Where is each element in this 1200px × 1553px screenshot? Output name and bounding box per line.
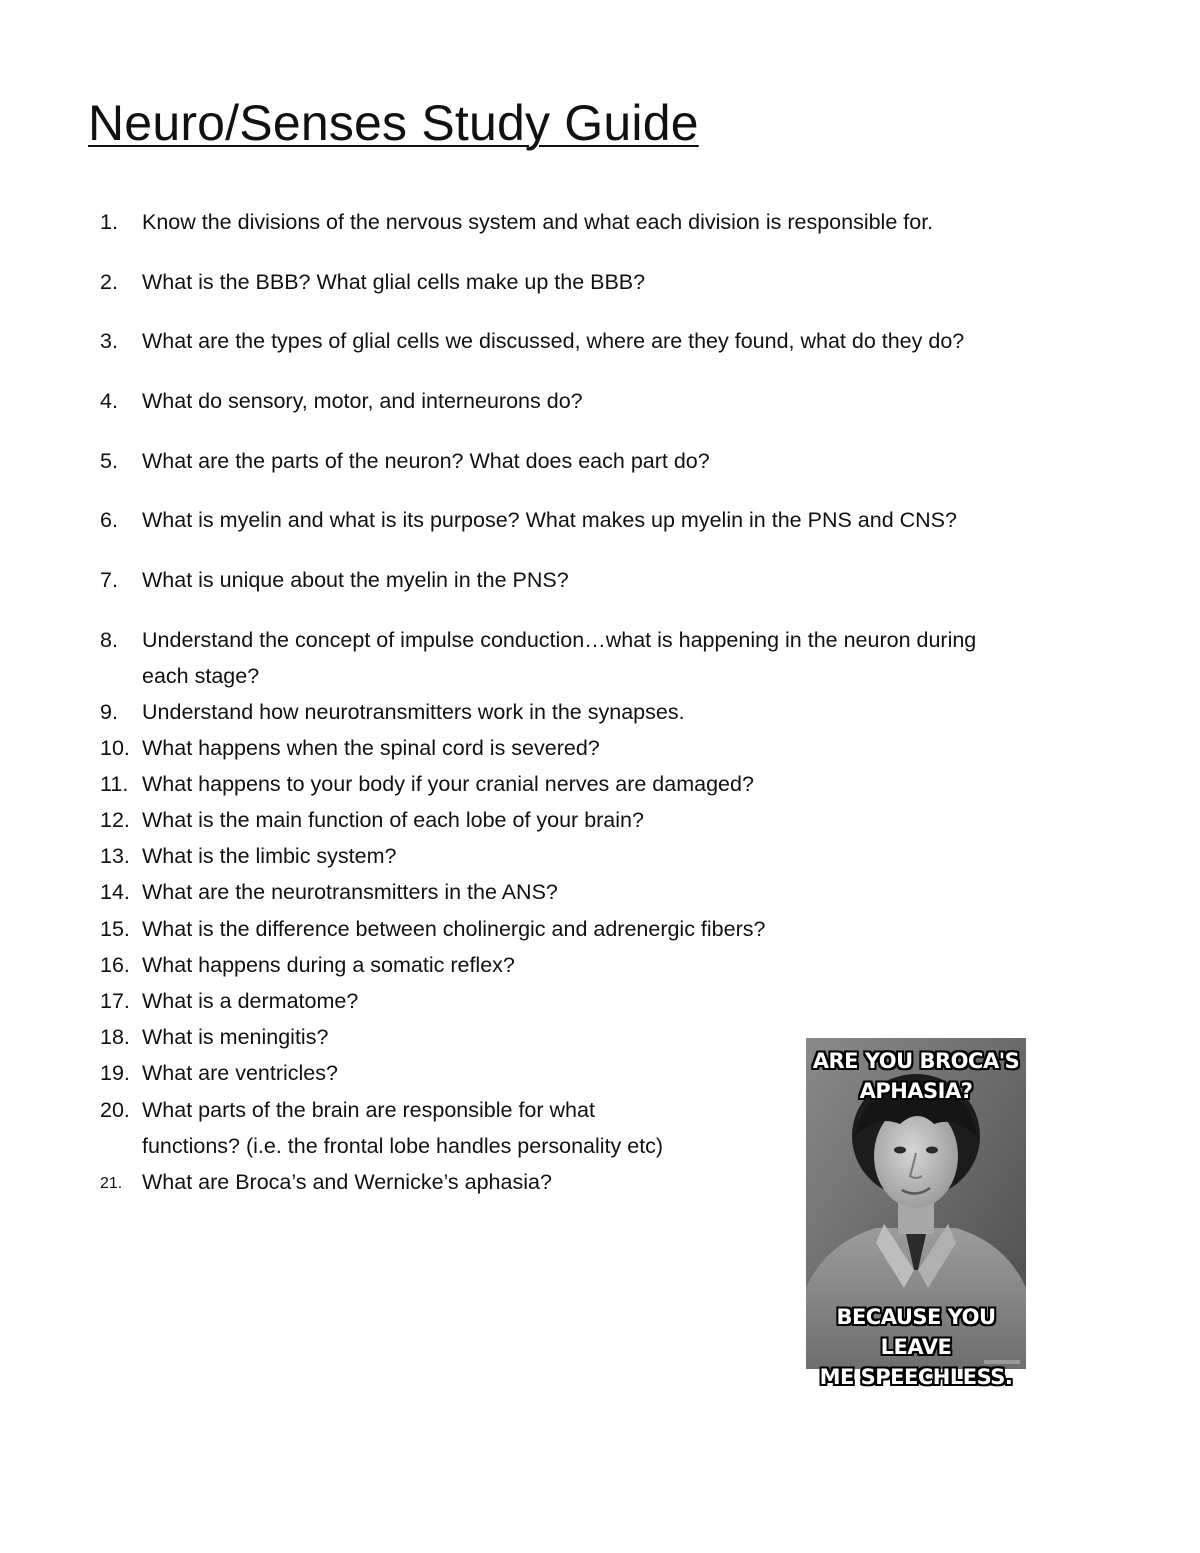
item-number: 1.	[100, 210, 118, 234]
item-text: What happens during a somatic reflex?	[142, 953, 515, 977]
meme-image	[806, 1038, 1026, 1389]
item-number: 17.	[100, 989, 130, 1013]
item-text: What do sensory, motor, and interneurons do?	[142, 389, 583, 413]
item-number: 20.	[100, 1098, 130, 1122]
item-text: What is the limbic system?	[142, 844, 397, 868]
page-title: Neuro/Senses Study Guide	[88, 95, 699, 151]
item-text: What are Broca’s and Wernicke’s aphasia?	[142, 1170, 552, 1194]
item-text-continued: functions? (i.e. the frontal lobe handles personality etc)	[142, 1134, 664, 1158]
item-number: 14.	[100, 880, 130, 904]
item-number: 2.	[100, 270, 118, 294]
item-text: What parts of the brain are responsible for what	[142, 1098, 595, 1122]
item-number: 12.	[100, 808, 130, 832]
item-text: Understand the concept of impulse conduction…what is happening in the neuron during	[142, 628, 977, 652]
item-number: 5.	[100, 449, 118, 473]
item-text: What are the types of glial cells we discussed, where are they found, what do they do?	[142, 329, 965, 353]
meme-caption-line: APHASIA?	[859, 1079, 973, 1103]
item-number: 6.	[100, 508, 118, 532]
item-text: What is the main function of each lobe of your brain?	[142, 808, 644, 832]
item-text: What happens when the spinal cord is severed?	[142, 736, 600, 760]
item-number: 19.	[100, 1061, 130, 1085]
item-text: What are ventricles?	[142, 1061, 338, 1085]
meme-caption-line: BECAUSE YOU LEAVE	[836, 1305, 996, 1359]
item-text: Know the divisions of the nervous system and what each division is responsible for.	[142, 210, 934, 234]
item-text: What is unique about the myelin in the PNS?	[142, 568, 569, 592]
item-number: 9.	[100, 700, 118, 724]
meme-caption-line: ME SPEECHLESS.	[819, 1365, 1013, 1389]
item-text: What happens to your body if your cranial nerves are damaged?	[142, 772, 754, 796]
item-text: What is meningitis?	[142, 1025, 329, 1049]
item-text: What are the neurotransmitters in the ANS?	[142, 880, 558, 904]
meme-caption-top	[806, 1046, 1026, 1106]
meme-caption-bottom	[806, 1302, 1026, 1392]
item-number: 16.	[100, 953, 130, 977]
item-number: 21.	[100, 1175, 123, 1192]
item-text: What is the difference between cholinergic and adrenergic fibers?	[142, 917, 766, 941]
item-number: 11.	[100, 772, 129, 796]
item-number: 15.	[100, 917, 130, 941]
item-text-continued: each stage?	[142, 664, 260, 688]
item-number: 13.	[100, 844, 130, 868]
item-number: 4.	[100, 389, 118, 413]
item-text: What is a dermatome?	[142, 989, 359, 1013]
item-text: What are the parts of the neuron? What does each part do?	[142, 449, 710, 473]
item-number: 10.	[100, 736, 130, 760]
item-text: What is myelin and what is its purpose? What makes up myelin in the PNS and CNS?	[142, 508, 957, 532]
item-text: What is the BBB? What glial cells make up the BBB?	[142, 270, 646, 294]
item-number: 7.	[100, 568, 118, 592]
meme-caption-line: ARE YOU BROCA'S	[812, 1049, 1020, 1073]
item-number: 3.	[100, 329, 118, 353]
item-number: 8.	[100, 628, 118, 652]
item-text: Understand how neurotransmitters work in the synapses.	[142, 700, 685, 724]
item-number: 18.	[100, 1025, 130, 1049]
